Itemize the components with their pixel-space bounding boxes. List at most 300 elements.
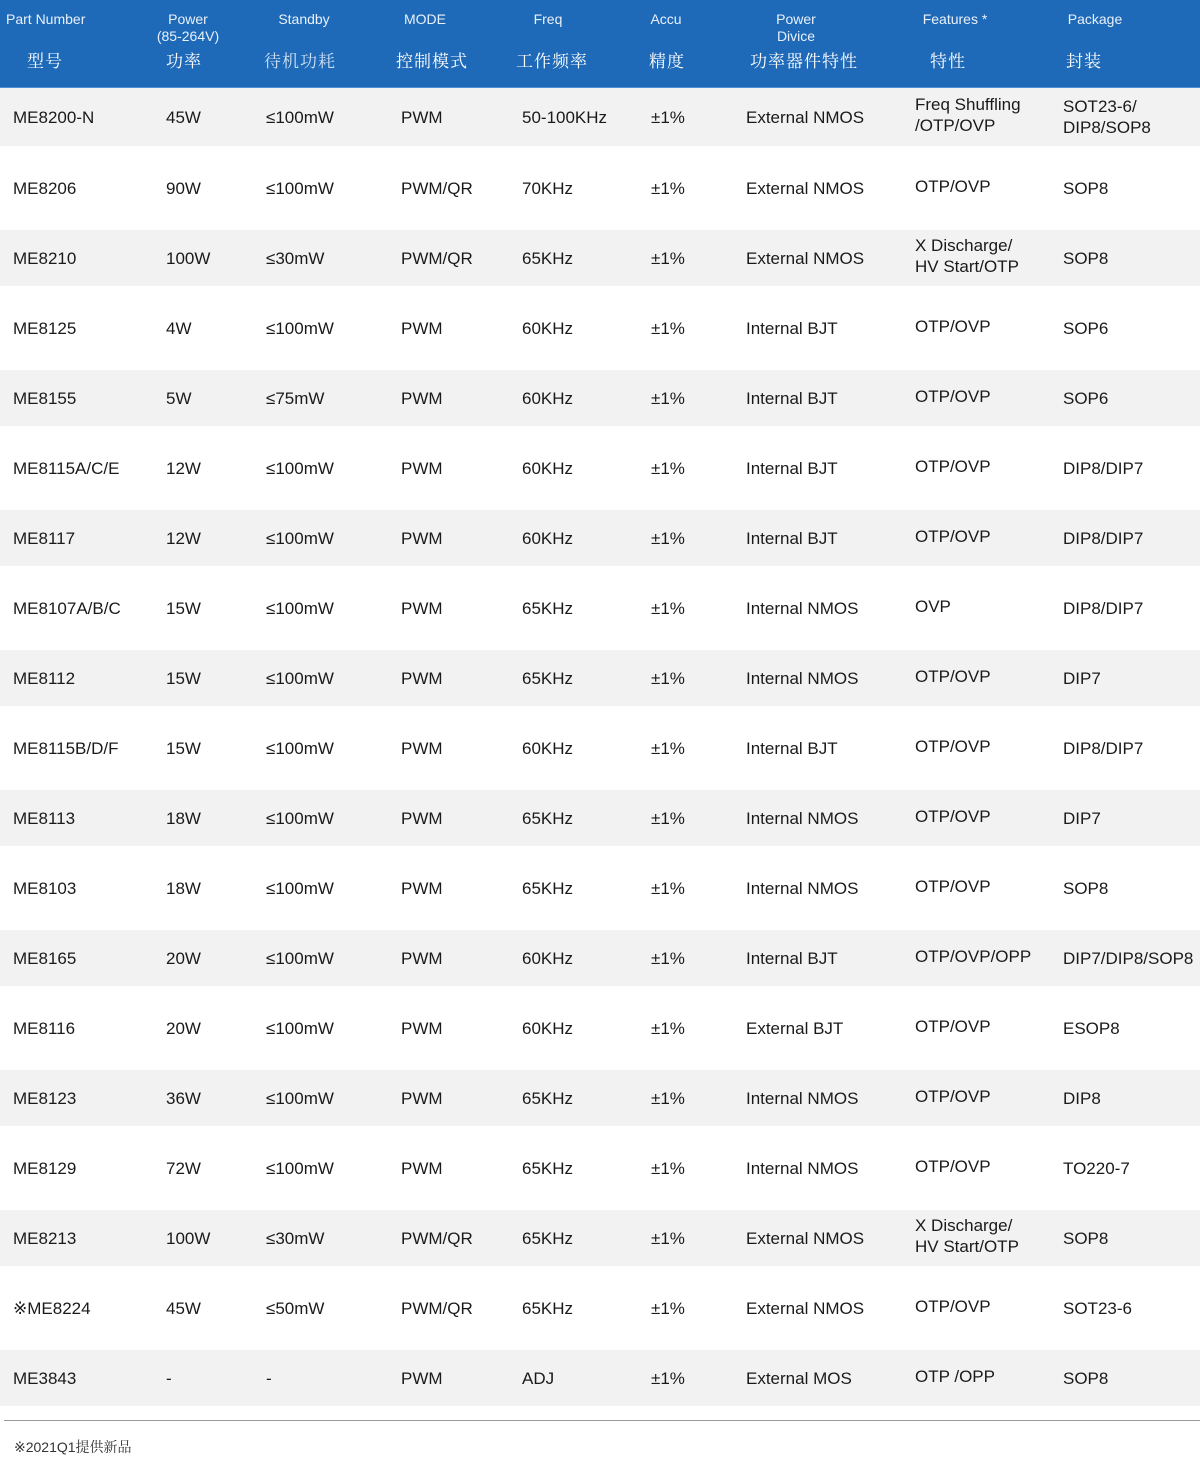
- header-en-line: (85-264V): [156, 28, 220, 44]
- cell-freq: 65KHz: [522, 808, 574, 828]
- table-row: [0, 146, 1200, 230]
- cell-lines: [915, 596, 951, 617]
- cell-line: OTP/OVP: [915, 1296, 991, 1316]
- header-en-line: Divice: [776, 28, 816, 44]
- cell-power-device: Internal NMOS: [746, 668, 859, 688]
- cell-part-number: ME8115B/D/F: [13, 738, 119, 758]
- cell-line: SOP6: [1063, 318, 1109, 338]
- cell-features: [915, 1350, 995, 1406]
- cell-lines: [1063, 1158, 1130, 1179]
- cell-line: OTP/OVP: [915, 736, 991, 756]
- table-row: [0, 650, 1200, 706]
- cell-features: [915, 1070, 991, 1126]
- cell-standby: ≤30mW: [266, 1228, 325, 1248]
- cell-freq: 60KHz: [522, 528, 574, 548]
- cell-lines: [1063, 96, 1151, 138]
- cell-features: [915, 846, 991, 930]
- cell-package: [1063, 846, 1108, 930]
- cell-lines: [1063, 1368, 1108, 1389]
- cell-line: DIP8: [1063, 1088, 1101, 1108]
- cell-part-number: ME8129: [13, 1158, 77, 1178]
- cell-line: SOT23-6/: [1063, 97, 1137, 116]
- cell-line: SOP8: [1063, 248, 1109, 268]
- cell-line: DIP8/DIP7: [1063, 528, 1144, 548]
- cell-package: [1063, 146, 1108, 230]
- cell-features: [915, 286, 991, 370]
- cell-power: 90W: [166, 178, 201, 198]
- cell-line: OTP/OVP: [915, 316, 991, 336]
- table-row: [0, 930, 1200, 986]
- header-standby-zh: 待机功耗: [264, 52, 336, 71]
- cell-part-number: ME8155: [13, 388, 77, 408]
- cell-accuracy: ±1%: [651, 738, 685, 758]
- cell-lines: [915, 666, 991, 687]
- cell-standby: ≤100mW: [266, 178, 334, 198]
- cell-features: [915, 930, 1031, 986]
- table-row: [0, 566, 1200, 650]
- header-power-en: [128, 11, 248, 45]
- cell-power-device: External NMOS: [746, 248, 865, 268]
- cell-mode: PWM: [401, 738, 443, 758]
- cell-line: SOP6: [1063, 388, 1109, 408]
- cell-part-number: ※ME8224: [13, 1298, 91, 1318]
- cell-accuracy: ±1%: [651, 1228, 685, 1248]
- cell-mode: PWM/QR: [401, 178, 473, 198]
- header-en-line: Package: [1067, 11, 1123, 27]
- cell-power-device: External NMOS: [746, 178, 865, 198]
- cell-lines: [1063, 1018, 1120, 1039]
- table-row: [0, 986, 1200, 1070]
- cell-power: 15W: [166, 668, 201, 688]
- cell-package: [1063, 88, 1151, 146]
- cell-accuracy: ±1%: [651, 318, 685, 338]
- cell-power-device: Internal NMOS: [746, 1158, 859, 1178]
- header-accuracy-zh: 精度: [649, 52, 685, 71]
- cell-lines: [1063, 598, 1143, 619]
- cell-package: [1063, 1266, 1132, 1350]
- cell-part-number: ME8213: [13, 1228, 77, 1248]
- header-standby-en: [244, 11, 364, 28]
- cell-package: [1063, 510, 1143, 566]
- cell-standby: ≤100mW: [266, 738, 334, 758]
- cell-lines: [915, 1156, 991, 1177]
- cell-features: [915, 986, 991, 1070]
- cell-standby: ≤100mW: [266, 878, 334, 898]
- cell-standby: ≤100mW: [266, 668, 334, 688]
- cell-lines: [915, 1016, 991, 1037]
- header-en-line: Power: [776, 11, 816, 27]
- cell-line: DIP8/DIP7: [1063, 458, 1144, 478]
- cell-freq: 65KHz: [522, 248, 574, 268]
- cell-lines: [1063, 458, 1143, 479]
- cell-line: OTP/OVP: [915, 1016, 991, 1036]
- cell-power: 45W: [166, 1298, 201, 1318]
- cell-freq: 50-100KHz: [522, 107, 608, 127]
- cell-freq: 65KHz: [522, 598, 574, 618]
- cell-features: [915, 1210, 1019, 1266]
- cell-line: OTP /OPP: [915, 1366, 995, 1386]
- cell-package: [1063, 986, 1120, 1070]
- cell-line: X Discharge/: [915, 1216, 1013, 1235]
- cell-lines: [1063, 248, 1108, 269]
- cell-power: 72W: [166, 1158, 201, 1178]
- cell-line: TO220-7: [1063, 1158, 1130, 1178]
- header-part-number-en: [6, 11, 85, 28]
- cell-line: DIP8/DIP7: [1063, 598, 1144, 618]
- cell-standby: ≤100mW: [266, 1018, 334, 1038]
- cell-package: [1063, 426, 1143, 510]
- cell-mode: PWM: [401, 458, 443, 478]
- table-row: [0, 88, 1200, 146]
- cell-freq: 60KHz: [522, 318, 574, 338]
- cell-power: 4W: [166, 318, 192, 338]
- cell-line: DIP8/SOP8: [1063, 118, 1151, 137]
- cell-standby: ≤100mW: [266, 318, 334, 338]
- cell-standby: ≤75mW: [266, 388, 325, 408]
- cell-accuracy: ±1%: [651, 458, 685, 478]
- cell-mode: PWM: [401, 107, 443, 127]
- cell-power-device: Internal NMOS: [746, 808, 859, 828]
- cell-line: OVP: [915, 596, 951, 616]
- cell-accuracy: ±1%: [651, 1298, 685, 1318]
- cell-line: OTP/OVP: [915, 876, 991, 896]
- cell-accuracy: ±1%: [651, 178, 685, 198]
- cell-freq: 60KHz: [522, 1018, 574, 1038]
- cell-package: [1063, 790, 1101, 846]
- table-row: [0, 510, 1200, 566]
- cell-features: [915, 706, 991, 790]
- cell-accuracy: ±1%: [651, 668, 685, 688]
- table-row: [0, 230, 1200, 286]
- cell-part-number: ME8210: [13, 248, 77, 268]
- cell-package: [1063, 370, 1108, 426]
- table-row: [0, 426, 1200, 510]
- cell-package: [1063, 230, 1108, 286]
- cell-package: [1063, 566, 1143, 650]
- cell-line: X Discharge/: [915, 236, 1013, 255]
- cell-features: [915, 88, 1021, 146]
- cell-freq: 60KHz: [522, 948, 574, 968]
- header-mode-zh: 控制模式: [396, 52, 468, 71]
- cell-standby: ≤100mW: [266, 808, 334, 828]
- cell-power-device: Internal NMOS: [746, 878, 859, 898]
- cell-features: [915, 230, 1019, 286]
- cell-lines: [915, 94, 1021, 136]
- cell-line: OTP/OVP: [915, 176, 991, 196]
- cell-line: SOP8: [1063, 1368, 1109, 1388]
- table-row: [0, 1350, 1200, 1406]
- cell-mode: PWM: [401, 808, 443, 828]
- header-power-device-zh: 功率器件特性: [750, 52, 858, 71]
- cell-part-number: ME3843: [13, 1368, 77, 1388]
- cell-lines: [1063, 1228, 1108, 1249]
- cell-line: DIP7: [1063, 808, 1101, 828]
- cell-lines: [915, 386, 991, 407]
- header-freq-zh: 工作频率: [516, 52, 588, 71]
- cell-power-device: Internal BJT: [746, 458, 838, 478]
- cell-lines: [1063, 668, 1101, 689]
- header-power-device-en: [736, 11, 856, 45]
- cell-lines: [1063, 878, 1108, 899]
- cell-freq: 60KHz: [522, 388, 574, 408]
- cell-part-number: ME8116: [13, 1018, 76, 1038]
- cell-line: OTP/OVP: [915, 526, 991, 546]
- cell-lines: [915, 1086, 991, 1107]
- table-row: [0, 1210, 1200, 1266]
- cell-standby: ≤100mW: [266, 458, 334, 478]
- cell-mode: PWM: [401, 528, 443, 548]
- cell-part-number: ME8123: [13, 1088, 77, 1108]
- cell-freq: 70KHz: [522, 178, 574, 198]
- cell-line: DIP7: [1063, 668, 1101, 688]
- cell-part-number: ME8115A/C/E: [13, 458, 120, 478]
- cell-power: 100W: [166, 1228, 211, 1248]
- cell-line: ESOP8: [1063, 1018, 1120, 1038]
- cell-line: SOP8: [1063, 1228, 1109, 1248]
- cell-power-device: External NMOS: [746, 107, 865, 127]
- cell-line: HV Start/OTP: [915, 1237, 1019, 1256]
- cell-accuracy: ±1%: [651, 388, 685, 408]
- header-en-line: MODE: [404, 11, 446, 27]
- cell-power: 15W: [166, 738, 201, 758]
- cell-part-number: ME8165: [13, 948, 77, 968]
- cell-mode: PWM: [401, 318, 443, 338]
- cell-features: [915, 426, 991, 510]
- cell-lines: [1063, 1298, 1132, 1319]
- cell-standby: ≤30mW: [266, 248, 325, 268]
- cell-power-device: Internal BJT: [746, 318, 838, 338]
- header-power-zh: 功率: [166, 52, 202, 71]
- cell-package: [1063, 1126, 1130, 1210]
- footnote: ※2021Q1提供新品: [14, 1439, 132, 1455]
- cell-features: [915, 566, 951, 650]
- cell-power-device: Internal BJT: [746, 948, 838, 968]
- table-row: [0, 1266, 1200, 1350]
- cell-lines: [915, 456, 991, 477]
- cell-lines: [915, 736, 991, 757]
- cell-part-number: ME8107A/B/C: [13, 598, 121, 618]
- cell-freq: 65KHz: [522, 1158, 574, 1178]
- table-body: [0, 88, 1200, 1406]
- cell-features: [915, 790, 991, 846]
- cell-standby: ≤100mW: [266, 528, 334, 548]
- cell-package: [1063, 1070, 1101, 1126]
- cell-lines: [915, 235, 1019, 277]
- cell-features: [915, 1126, 991, 1210]
- cell-lines: [915, 1215, 1019, 1257]
- cell-power: 18W: [166, 878, 201, 898]
- header-accuracy-en: [606, 11, 726, 28]
- cell-mode: PWM: [401, 598, 443, 618]
- header-en-line: Part Number: [6, 11, 86, 27]
- cell-package: [1063, 930, 1193, 986]
- cell-line: /OTP/OVP: [915, 116, 996, 135]
- header-features-zh: 特性: [930, 52, 966, 71]
- cell-lines: [1063, 388, 1108, 409]
- cell-freq: ADJ: [522, 1368, 555, 1388]
- cell-lines: [915, 176, 991, 197]
- cell-line: OTP/OVP/OPP: [915, 946, 1032, 966]
- cell-lines: [915, 316, 991, 337]
- cell-line: OTP/OVP: [915, 806, 991, 826]
- cell-features: [915, 370, 991, 426]
- cell-part-number: ME8103: [13, 878, 77, 898]
- cell-mode: PWM: [401, 948, 443, 968]
- cell-power: 36W: [166, 1088, 201, 1108]
- cell-power: 12W: [166, 528, 201, 548]
- cell-package: [1063, 706, 1143, 790]
- cell-features: [915, 146, 991, 230]
- cell-accuracy: ±1%: [651, 528, 685, 548]
- cell-freq: 60KHz: [522, 738, 574, 758]
- cell-line: Freq Shuffling: [915, 95, 1021, 114]
- cell-lines: [915, 1366, 995, 1387]
- cell-part-number: ME8117: [13, 528, 76, 548]
- cell-line: OTP/OVP: [915, 456, 991, 476]
- cell-standby: ≤100mW: [266, 1158, 334, 1178]
- cell-accuracy: ±1%: [651, 1368, 685, 1388]
- cell-freq: 60KHz: [522, 458, 574, 478]
- cell-power-device: External NMOS: [746, 1228, 865, 1248]
- table-header: [0, 0, 1200, 88]
- cell-lines: [915, 1296, 991, 1317]
- cell-power-device: Internal BJT: [746, 738, 838, 758]
- cell-freq: 65KHz: [522, 1228, 574, 1248]
- cell-line: OTP/OVP: [915, 1156, 991, 1176]
- table-row: [0, 286, 1200, 370]
- cell-power-device: External NMOS: [746, 1298, 865, 1318]
- cell-accuracy: ±1%: [651, 948, 685, 968]
- cell-freq: 65KHz: [522, 1088, 574, 1108]
- cell-mode: PWM: [401, 388, 443, 408]
- cell-lines: [1063, 528, 1143, 549]
- cell-mode: PWM: [401, 1018, 443, 1038]
- table-row: [0, 370, 1200, 426]
- cell-power: 20W: [166, 1018, 201, 1038]
- cell-power-device: Internal NMOS: [746, 1088, 859, 1108]
- cell-lines: [1063, 178, 1108, 199]
- cell-accuracy: ±1%: [651, 1018, 685, 1038]
- cell-line: DIP8/DIP7: [1063, 738, 1144, 758]
- cell-package: [1063, 286, 1108, 370]
- cell-line: SOP8: [1063, 178, 1109, 198]
- cell-line: DIP7/DIP8/SOP8: [1063, 948, 1194, 968]
- table-row: [0, 846, 1200, 930]
- cell-mode: PWM/QR: [401, 1298, 473, 1318]
- cell-power-device: External BJT: [746, 1018, 844, 1038]
- cell-features: [915, 510, 991, 566]
- cell-features: [915, 1266, 991, 1350]
- cell-power-device: Internal BJT: [746, 388, 838, 408]
- cell-accuracy: ±1%: [651, 248, 685, 268]
- cell-lines: [1063, 948, 1193, 969]
- cell-part-number: ME8200-N: [13, 107, 95, 127]
- cell-power: 45W: [166, 107, 201, 127]
- cell-lines: [1063, 1088, 1101, 1109]
- cell-mode: PWM/QR: [401, 1228, 473, 1248]
- cell-power: 100W: [166, 248, 211, 268]
- cell-accuracy: ±1%: [651, 107, 685, 127]
- cell-package: [1063, 1350, 1108, 1406]
- header-en-line: Standby: [278, 11, 330, 27]
- footer-divider: [4, 1420, 1200, 1421]
- cell-part-number: ME8125: [13, 318, 77, 338]
- cell-part-number: ME8113: [13, 808, 76, 828]
- cell-standby: ≤50mW: [266, 1298, 325, 1318]
- cell-accuracy: ±1%: [651, 808, 685, 828]
- header-features-en: [895, 11, 1015, 28]
- cell-freq: 65KHz: [522, 1298, 574, 1318]
- cell-power: 5W: [166, 388, 192, 408]
- cell-power: 18W: [166, 808, 201, 828]
- cell-package: [1063, 1210, 1108, 1266]
- cell-lines: [1063, 808, 1101, 829]
- cell-freq: 65KHz: [522, 668, 574, 688]
- cell-standby: -: [266, 1368, 272, 1388]
- cell-part-number: ME8112: [13, 668, 76, 688]
- cell-mode: PWM: [401, 668, 443, 688]
- cell-power: 15W: [166, 598, 201, 618]
- header-freq-en: [488, 11, 608, 28]
- cell-power-device: External MOS: [746, 1368, 852, 1388]
- header-package-zh: 封装: [1066, 52, 1102, 71]
- table-row: [0, 706, 1200, 790]
- cell-line: OTP/OVP: [915, 386, 991, 406]
- cell-line: OTP/OVP: [915, 666, 991, 686]
- cell-features: [915, 650, 991, 706]
- table-row: [0, 1070, 1200, 1126]
- cell-mode: PWM: [401, 1088, 443, 1108]
- header-en-line: Accu: [650, 11, 682, 27]
- cell-lines: [1063, 318, 1108, 339]
- cell-power-device: Internal NMOS: [746, 598, 859, 618]
- header-en-line: Features *: [922, 11, 988, 27]
- cell-lines: [915, 526, 991, 547]
- cell-mode: PWM: [401, 878, 443, 898]
- cell-mode: PWM: [401, 1158, 443, 1178]
- cell-package: [1063, 650, 1101, 706]
- cell-lines: [1063, 738, 1143, 759]
- cell-power-device: Internal BJT: [746, 528, 838, 548]
- cell-accuracy: ±1%: [651, 598, 685, 618]
- cell-power: 20W: [166, 948, 201, 968]
- cell-lines: [915, 876, 991, 897]
- cell-power: 12W: [166, 458, 201, 478]
- cell-line: HV Start/OTP: [915, 257, 1019, 276]
- table-row: [0, 1126, 1200, 1210]
- cell-power: -: [166, 1368, 172, 1388]
- header-en-line: Power: [168, 11, 208, 27]
- cell-standby: ≤100mW: [266, 948, 334, 968]
- cell-mode: PWM: [401, 1368, 443, 1388]
- cell-lines: [915, 946, 1031, 967]
- cell-line: SOP8: [1063, 878, 1109, 898]
- header-mode-en: [365, 11, 485, 28]
- cell-accuracy: ±1%: [651, 1088, 685, 1108]
- cell-accuracy: ±1%: [651, 1158, 685, 1178]
- header-en-line: Freq: [533, 11, 563, 27]
- cell-freq: 65KHz: [522, 878, 574, 898]
- cell-accuracy: ±1%: [651, 878, 685, 898]
- table-row: [0, 790, 1200, 846]
- cell-line: SOT23-6: [1063, 1298, 1132, 1318]
- cell-standby: ≤100mW: [266, 107, 334, 127]
- header-part-number-zh: 型号: [27, 52, 63, 71]
- cell-part-number: ME8206: [13, 178, 77, 198]
- cell-lines: [915, 806, 991, 827]
- cell-standby: ≤100mW: [266, 1088, 334, 1108]
- cell-line: OTP/OVP: [915, 1086, 991, 1106]
